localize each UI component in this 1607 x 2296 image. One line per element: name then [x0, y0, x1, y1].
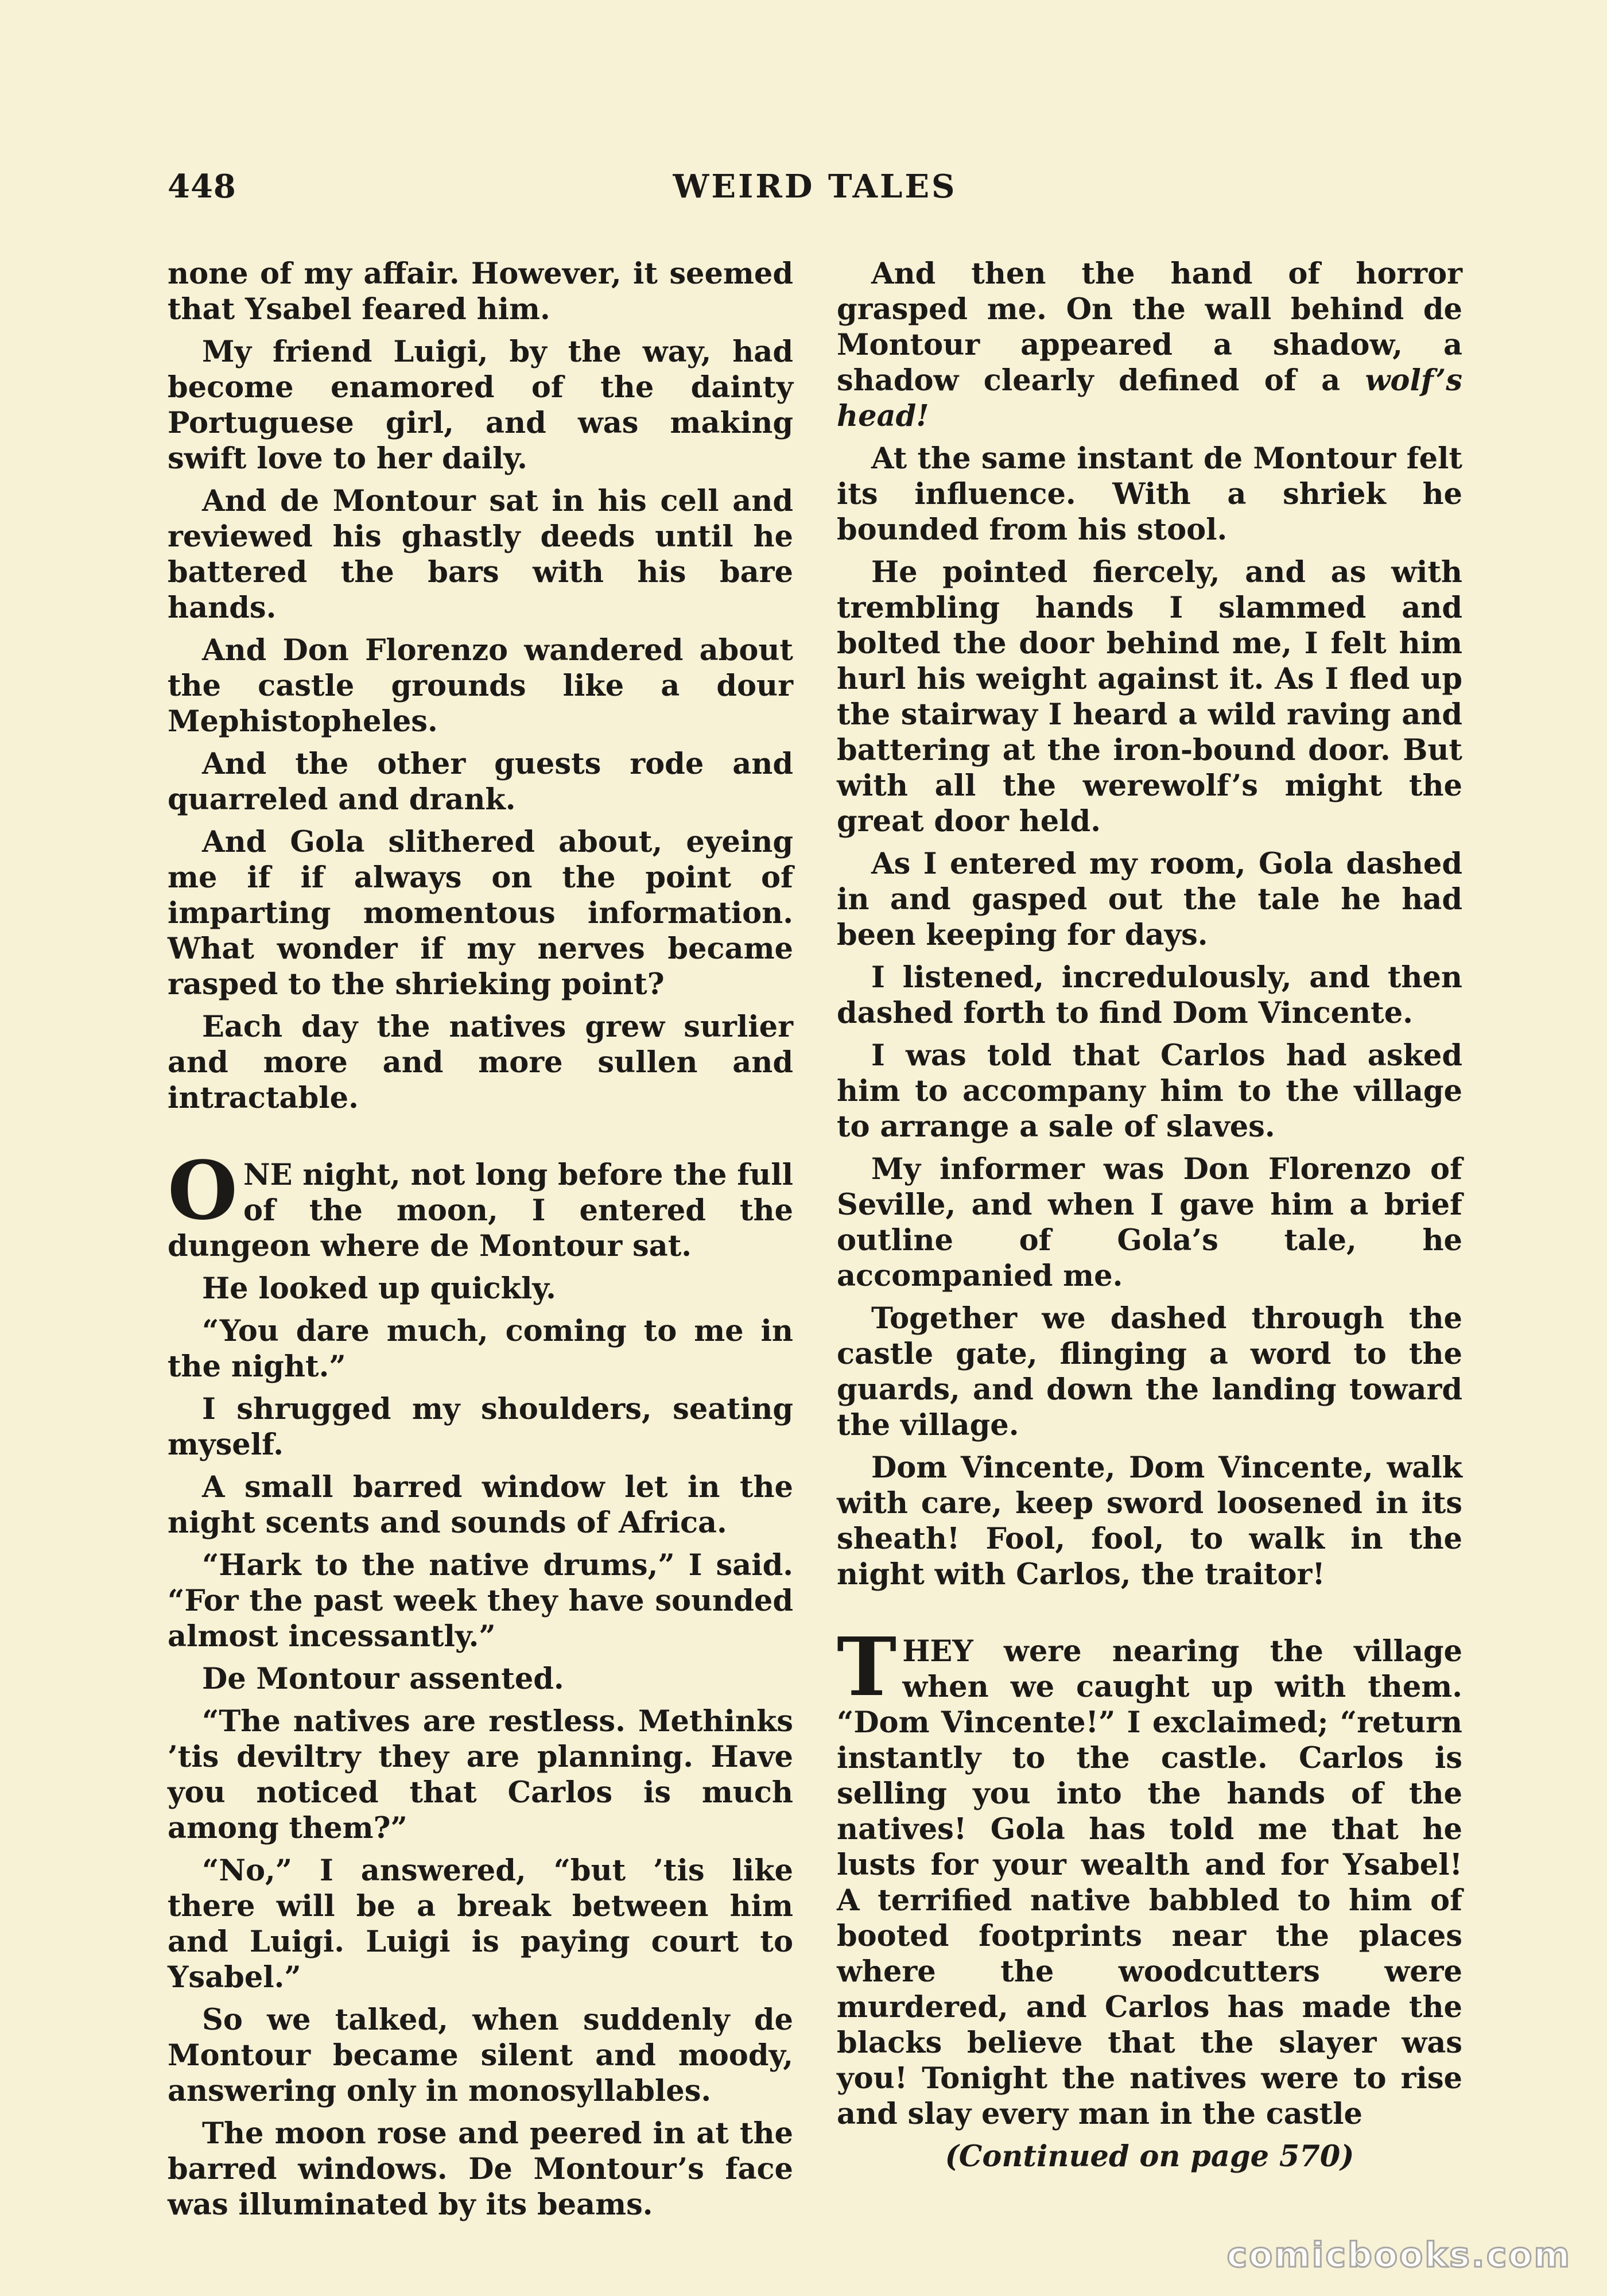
paragraph: At the same instant de Montour felt its influence. With a shriek he bounded from his stool.: [837, 441, 1462, 547]
paragraph: He looked up quickly.: [202, 1271, 556, 1306]
paragraph: My friend Luigi, by the way, had become enamored of the dainty Portuguese girl, and was making swift love to her daily.: [168, 335, 793, 476]
drop-cap: T: [837, 1620, 897, 1715]
right-column: [837, 256, 1462, 2181]
paragraph: “No,” I answered, “but ’tis like there will be a break between him and Luigi. Luigi is paying court to Ysabel.”: [168, 1853, 793, 1995]
paragraph: Dom Vincente, Dom Vincente, walk with care, keep sword loosened in its sheath! Fool, fool, to walk in the night with Carlos, the traitor!: [837, 1450, 1462, 1592]
paragraph: I shrugged my shoulders, seating myself.: [168, 1392, 793, 1462]
paragraph: De Montour assented.: [202, 1662, 564, 1696]
paragraph: My informer was Don Florenzo of Seville, and when I gave him a brief outline of Gola’s tale, he accompanied me.: [837, 1152, 1462, 1293]
paragraph: And Don Florenzo wandered about the castle grounds like a dour Mephistopheles.: [168, 633, 793, 739]
paragraph: As I entered my room, Gola dashed in and gasped out the tale he had been keeping for days.: [837, 847, 1462, 952]
paragraph: I listened, incredulously, and then dashed forth to find Dom Vincente.: [837, 960, 1462, 1030]
paragraph: Each day the natives grew surlier and more and more sullen and intractable.: [168, 1010, 793, 1115]
paragraph: A small barred window let in the night scents and sounds of Africa.: [168, 1470, 793, 1540]
section-opening-paragraph: [168, 1144, 793, 1264]
drop-cap: O: [168, 1144, 238, 1238]
paragraph: [837, 256, 1462, 434]
section-opening-paragraph: [837, 1620, 1462, 2132]
section-text: were nearing the village when we caught up with them. “Dom Vincente!” I exclaimed; “return instantly to the castle. Carlos is selling you into the hands of the natives! Gola has told me that he lusts for your wealth and for Ysabel! A terrified native babbled to him of booted footprints near the places where the woodcutters were murdered, and Carlos has made the blacks believe that the slayer was you! Tonight the natives were to rise and slay every man in the castle: [837, 1634, 1462, 2131]
page-number: 448: [168, 168, 236, 205]
paragraph: And de Montour sat in his cell and reviewed his ghastly deeds until he battered the bars with his bare hands.: [168, 484, 793, 625]
paragraph: Together we dashed through the castle gate, flinging a word to the guards, and down the landing toward the village.: [837, 1301, 1462, 1442]
running-title: WEIRD TALES: [673, 168, 957, 205]
small-caps-lead: HEY: [902, 1634, 973, 1669]
paragraph: “You dare much, coming to me in the night.”: [168, 1314, 793, 1384]
paragraph: And Gola slithered about, eyeing me if if always on the point of imparting momentous information. What wonder if my nerves became rasped to the shrieking point?: [168, 825, 793, 1002]
paragraph: He pointed fiercely, and as with trembling hands I slammed and bolted the door behind me, I felt him hurl his weight against it. As I fled up the stairway I heard a wild raving and battering at the iron-bound door. But with all the werewolf’s might the great door held.: [837, 555, 1462, 839]
left-column: [168, 256, 793, 2229]
section-text: night, not long before the full of the moon, I entered the dungeon where de Montour sat.: [168, 1158, 793, 1263]
small-caps-lead: NE: [243, 1158, 293, 1192]
paragraph: none of my affair. However, it seemed that Ysabel feared him.: [168, 257, 793, 327]
page-header: [168, 168, 1462, 214]
continued-notice: (Continued on page 570): [945, 2139, 1354, 2174]
paragraph: The moon rose and peered in at the barred windows. De Montour’s face was illuminated by its beams.: [168, 2116, 793, 2222]
italic-text: wolf’s head!: [837, 363, 1462, 433]
watermark: comicbooks.com: [1226, 2235, 1571, 2275]
paragraph: I was told that Carlos had asked him to accompany him to the village to arrange a sale of slaves.: [837, 1038, 1462, 1144]
paragraph-text: And then the hand of horror grasped me. On the wall behind de Montour appeared a shadow, a shadow clearly defined of a: [837, 257, 1462, 398]
paragraph: “Hark to the native drums,” I said. “For the past week they have sounded almost incessantly.”: [168, 1548, 793, 1654]
paragraph: And the other guests rode and quarreled and drank.: [168, 747, 793, 817]
paragraph: “The natives are restless. Methinks ’tis deviltry they are planning. Have you noticed that Carlos is much among them?”: [168, 1704, 793, 1845]
paragraph: So we talked, when suddenly de Montour became silent and moody, answering only in monosyllables.: [168, 2003, 793, 2108]
